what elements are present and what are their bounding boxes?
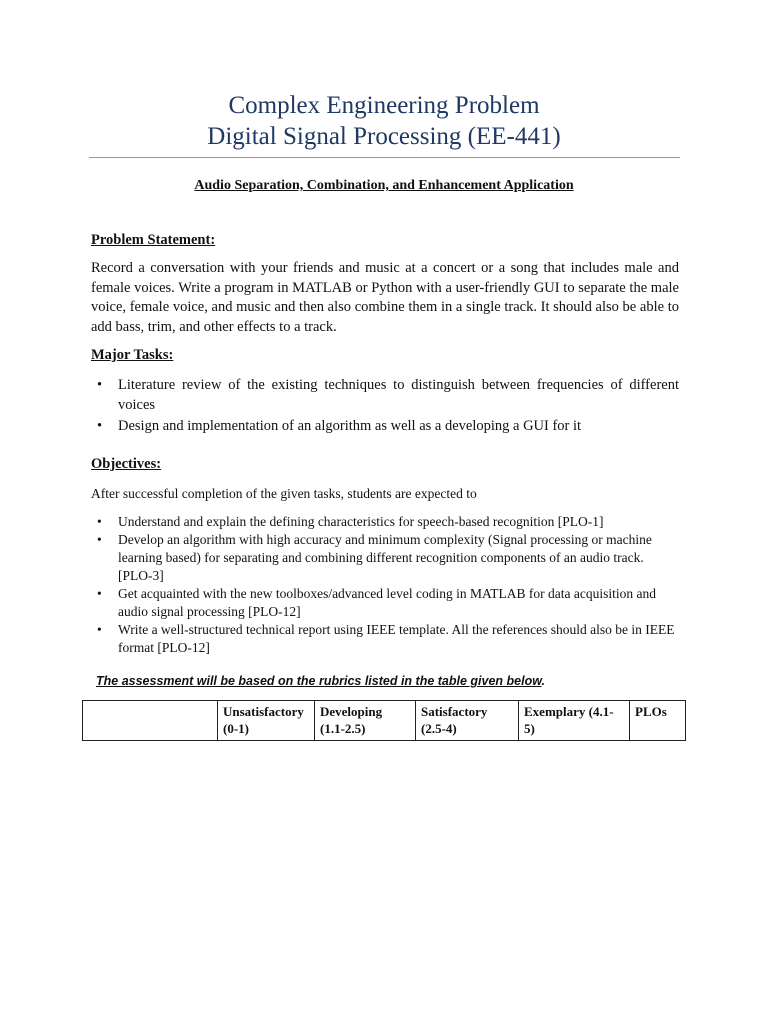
title-line-1: Complex Engineering Problem xyxy=(228,92,540,119)
objectives-list xyxy=(91,513,679,657)
bullet-icon: • xyxy=(97,418,103,434)
major-tasks-heading: Major Tasks: xyxy=(91,347,174,363)
list-item xyxy=(91,531,679,585)
rubric-header-cell: PLOs xyxy=(630,701,686,741)
objective-text: Develop an algorithm with high accuracy and minimum complexity (Signal processing or machine learning based) for separating and combining different recognition components of an audio track. [PLO-3] xyxy=(118,532,652,583)
project-subtitle: Audio Separation, Combination, and Enhancement Application xyxy=(194,178,574,193)
bullet-icon: • xyxy=(97,586,102,601)
assessment-note-text: The assessment will be based on the rubrics listed in the table given below xyxy=(96,674,542,688)
bullet-icon: • xyxy=(97,532,102,547)
list-item xyxy=(91,513,679,531)
rubric-header-cell: Developing (1.1-2.5) xyxy=(315,701,416,741)
bullet-icon: • xyxy=(97,622,102,637)
task-text: Design and implementation of an algorithm as well as a developing a GUI for it xyxy=(118,418,582,434)
rubric-table xyxy=(82,700,686,741)
rubric-header-cell xyxy=(83,701,218,741)
bullet-icon: • xyxy=(97,514,102,529)
list-item xyxy=(91,621,679,657)
document-title xyxy=(0,90,768,152)
rubric-header-cell: Satisfactory (2.5-4) xyxy=(416,701,519,741)
task-text: Literature review of the existing techniques to distinguish between frequencies of different voices xyxy=(118,377,679,413)
problem-statement-heading: Problem Statement: xyxy=(91,232,216,248)
major-tasks-list xyxy=(91,376,679,439)
list-item xyxy=(91,585,679,621)
rubric-header-cell: Unsatisfactory (0-1) xyxy=(218,701,315,741)
list-item xyxy=(91,376,679,415)
objective-text: Write a well-structured technical report using IEEE template. All the references should also be in IEEE format [PLO-12] xyxy=(118,622,675,655)
assessment-note-period: . xyxy=(541,674,545,688)
objective-text: Understand and explain the defining characteristics for speech-based recognition [PLO-1] xyxy=(118,514,604,529)
table-row xyxy=(83,701,686,741)
assessment-note xyxy=(96,674,545,688)
title-line-2: Digital Signal Processing (EE-441) xyxy=(207,123,561,150)
list-item xyxy=(91,417,679,437)
objectives-intro: After successful completion of the given tasks, students are expected to xyxy=(91,486,477,501)
title-divider xyxy=(89,157,680,158)
problem-statement-text: Record a conversation with your friends and music at a concert or a song that includes male and female voices. Write a program in MATLAB or Python with a user-friendly GUI to separate the male voice, female voice, and music and then also combine them in a single track. It should also be able to add bass, trim, and other effects to a track. xyxy=(91,260,679,335)
objectives-heading: Objectives: xyxy=(91,456,162,472)
rubric-header-cell: Exemplary (4.1-5) xyxy=(519,701,630,741)
objective-text: Get acquainted with the new toolboxes/advanced level coding in MATLAB for data acquisition and audio signal processing [PLO-12] xyxy=(118,586,656,619)
bullet-icon: • xyxy=(97,377,103,393)
